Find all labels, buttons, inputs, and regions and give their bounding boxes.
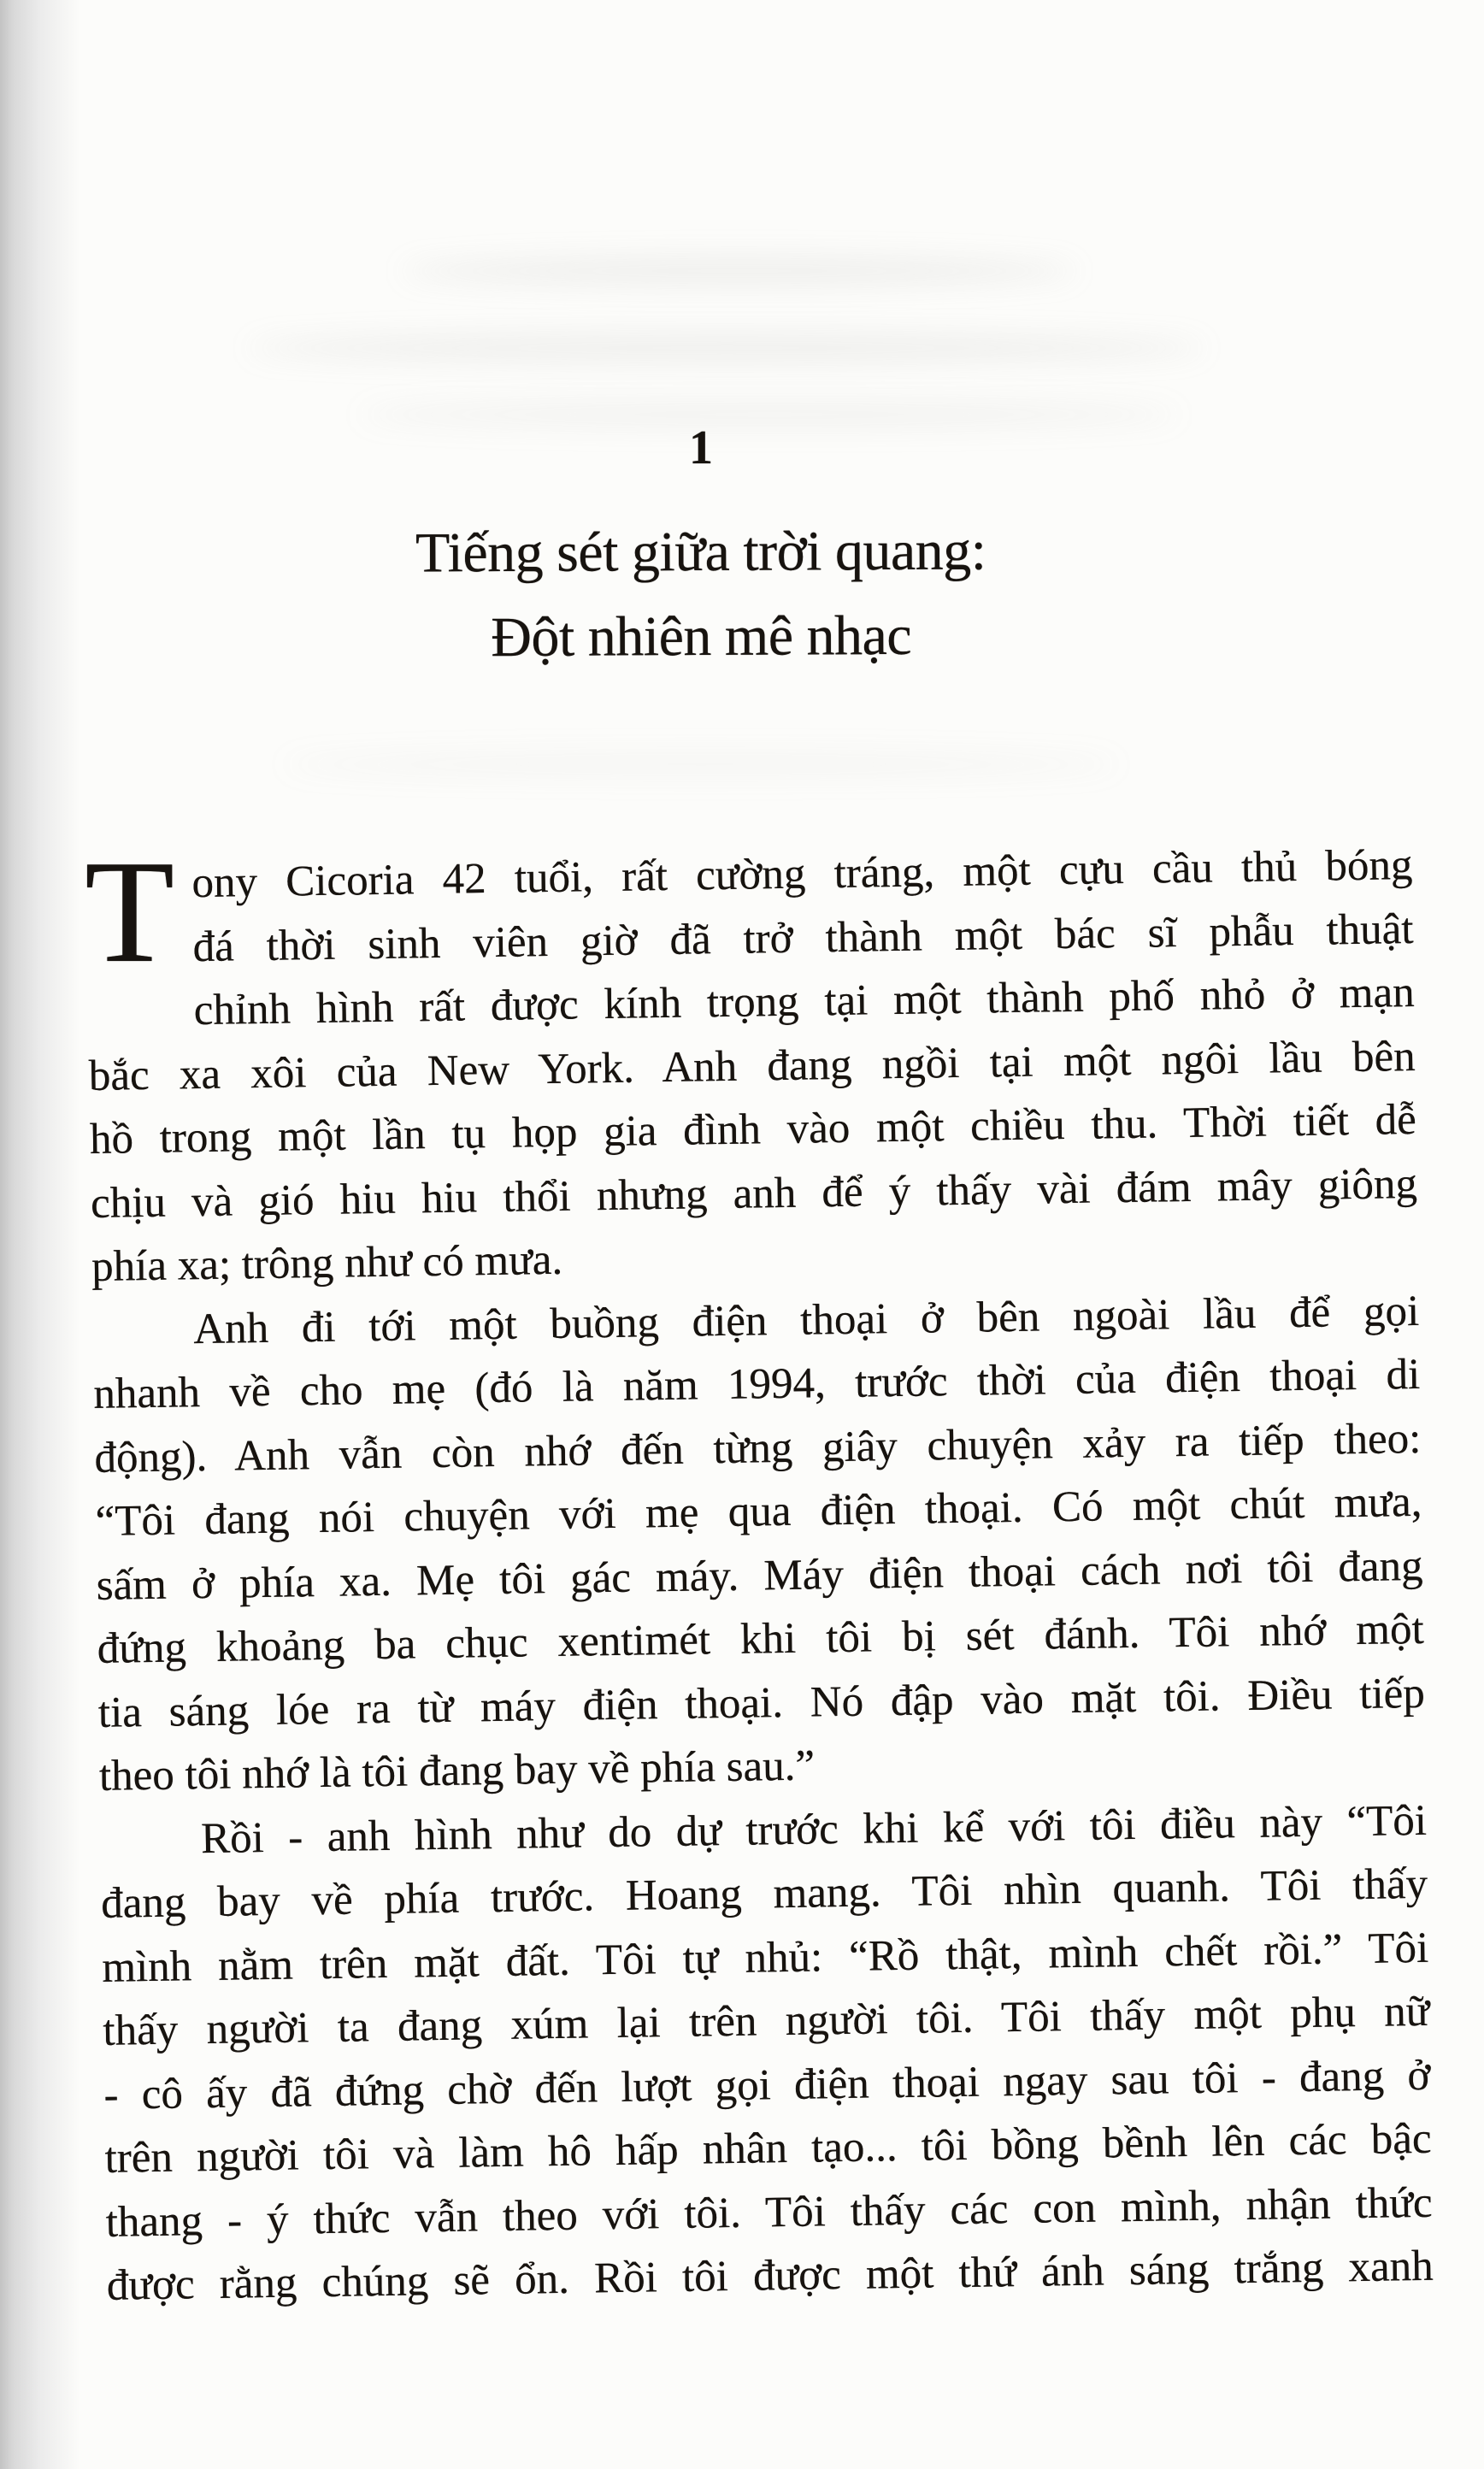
chapter-title-line-2: Đột nhiên mê nhạc (491, 604, 912, 669)
chapter-title-line-1: Tiếng sét giữa trời quang: (415, 519, 986, 585)
text-line: “Tôi đang nói chuyện với mẹ qua điện thoại. Có một chút mưa, (95, 1477, 1422, 1546)
page-gutter-shadow (0, 0, 82, 2469)
paragraph (85, 831, 1419, 1299)
paragraph (92, 1279, 1427, 1808)
body-text (85, 831, 1434, 2318)
text-line: tia sáng lóe ra từ máy điện thoại. Nó đập vào mặt tôi. Điều tiếp (97, 1669, 1426, 1737)
text-line: chịu và gió hiu hiu thổi nhưng anh để ý thấy vài đám mây giông (90, 1159, 1418, 1228)
text-line: thang - ý thức vẫn theo với tôi. Tôi thấy các con mình, nhận thức (105, 2178, 1434, 2247)
paragraph (100, 1788, 1434, 2318)
text-line: - cô ấy đã đứng chờ đến lượt gọi điện thoại ngay sau tôi - đang ở (103, 2051, 1431, 2119)
text-line: Anh đi tới một buồng điện thoại ở bên ngoài lầu để gọi (192, 1287, 1420, 1353)
text-line: mình nằm trên mặt đất. Tôi tự nhủ: “Rồ thật, mình chết rồi.” Tôi (101, 1924, 1429, 1992)
drop-cap-letter: T (85, 831, 175, 993)
ghost-text-bleedthrough (402, 256, 1077, 286)
text-line: theo tôi nhớ là tôi đang bay về phía sau.” (98, 1741, 816, 1800)
chapter-title (51, 507, 1352, 682)
chapter-number: 1 (689, 421, 713, 474)
text-line: được rằng chúng sẽ ổn. Rồi tôi được một thứ ánh sáng trắng xanh (106, 2242, 1434, 2310)
text-line: Rồi - anh hình như do dự trước khi kể với tôi điều này “Tôi (200, 1796, 1428, 1863)
ghost-text-bleedthrough (248, 333, 1205, 362)
text-line: thấy người ta đang xúm lại trên người tôi. Tôi thấy một phụ nữ (103, 1987, 1430, 2055)
text-line: hồ trong một lần tụ họp gia đình vào một chiều thu. Thời tiết dễ (89, 1095, 1417, 1164)
drop-cap-spacer (85, 851, 193, 981)
text-line: sấm ở phía xa. Mẹ tôi gác máy. Máy điện thoại cách nơi tôi đang (96, 1541, 1423, 1610)
text-line: phía xa; trông như có mưa. (91, 1235, 563, 1291)
text-line: nhanh về cho mẹ (đó là năm 1994, trước thời của điện thoại di (92, 1350, 1421, 1418)
text-line: đứng khoảng ba chục xentimét khi tôi bị sét đánh. Tôi nhớ một (97, 1605, 1425, 1673)
text-line: bắc xa xôi của New York. Anh đang ngồi tại một ngôi lầu bên (88, 1032, 1416, 1100)
text-line: đang bay về phía trước. Hoang mang. Tôi nhìn quanh. Tôi thấy (100, 1859, 1428, 1928)
text-line: trên người tôi và làm hô hấp nhân tạo... tôi bồng bềnh lên các bậc (104, 2114, 1432, 2183)
text-line: đá thời sinh viên giờ đã trở thành một bác sĩ phẫu thuật (192, 905, 1414, 971)
ghost-text-bleedthrough (282, 752, 1120, 776)
text-line: động). Anh vẫn còn nhớ đến từng giây chuyện xảy ra tiếp theo: (94, 1414, 1422, 1482)
text-line: chỉnh hình rất được kính trọng tại một thành phố nhỏ ở mạn (193, 968, 1416, 1035)
text-line: ony Cicoria 42 tuổi, rất cường tráng, một cựu cầu thủ bóng (191, 840, 1413, 908)
